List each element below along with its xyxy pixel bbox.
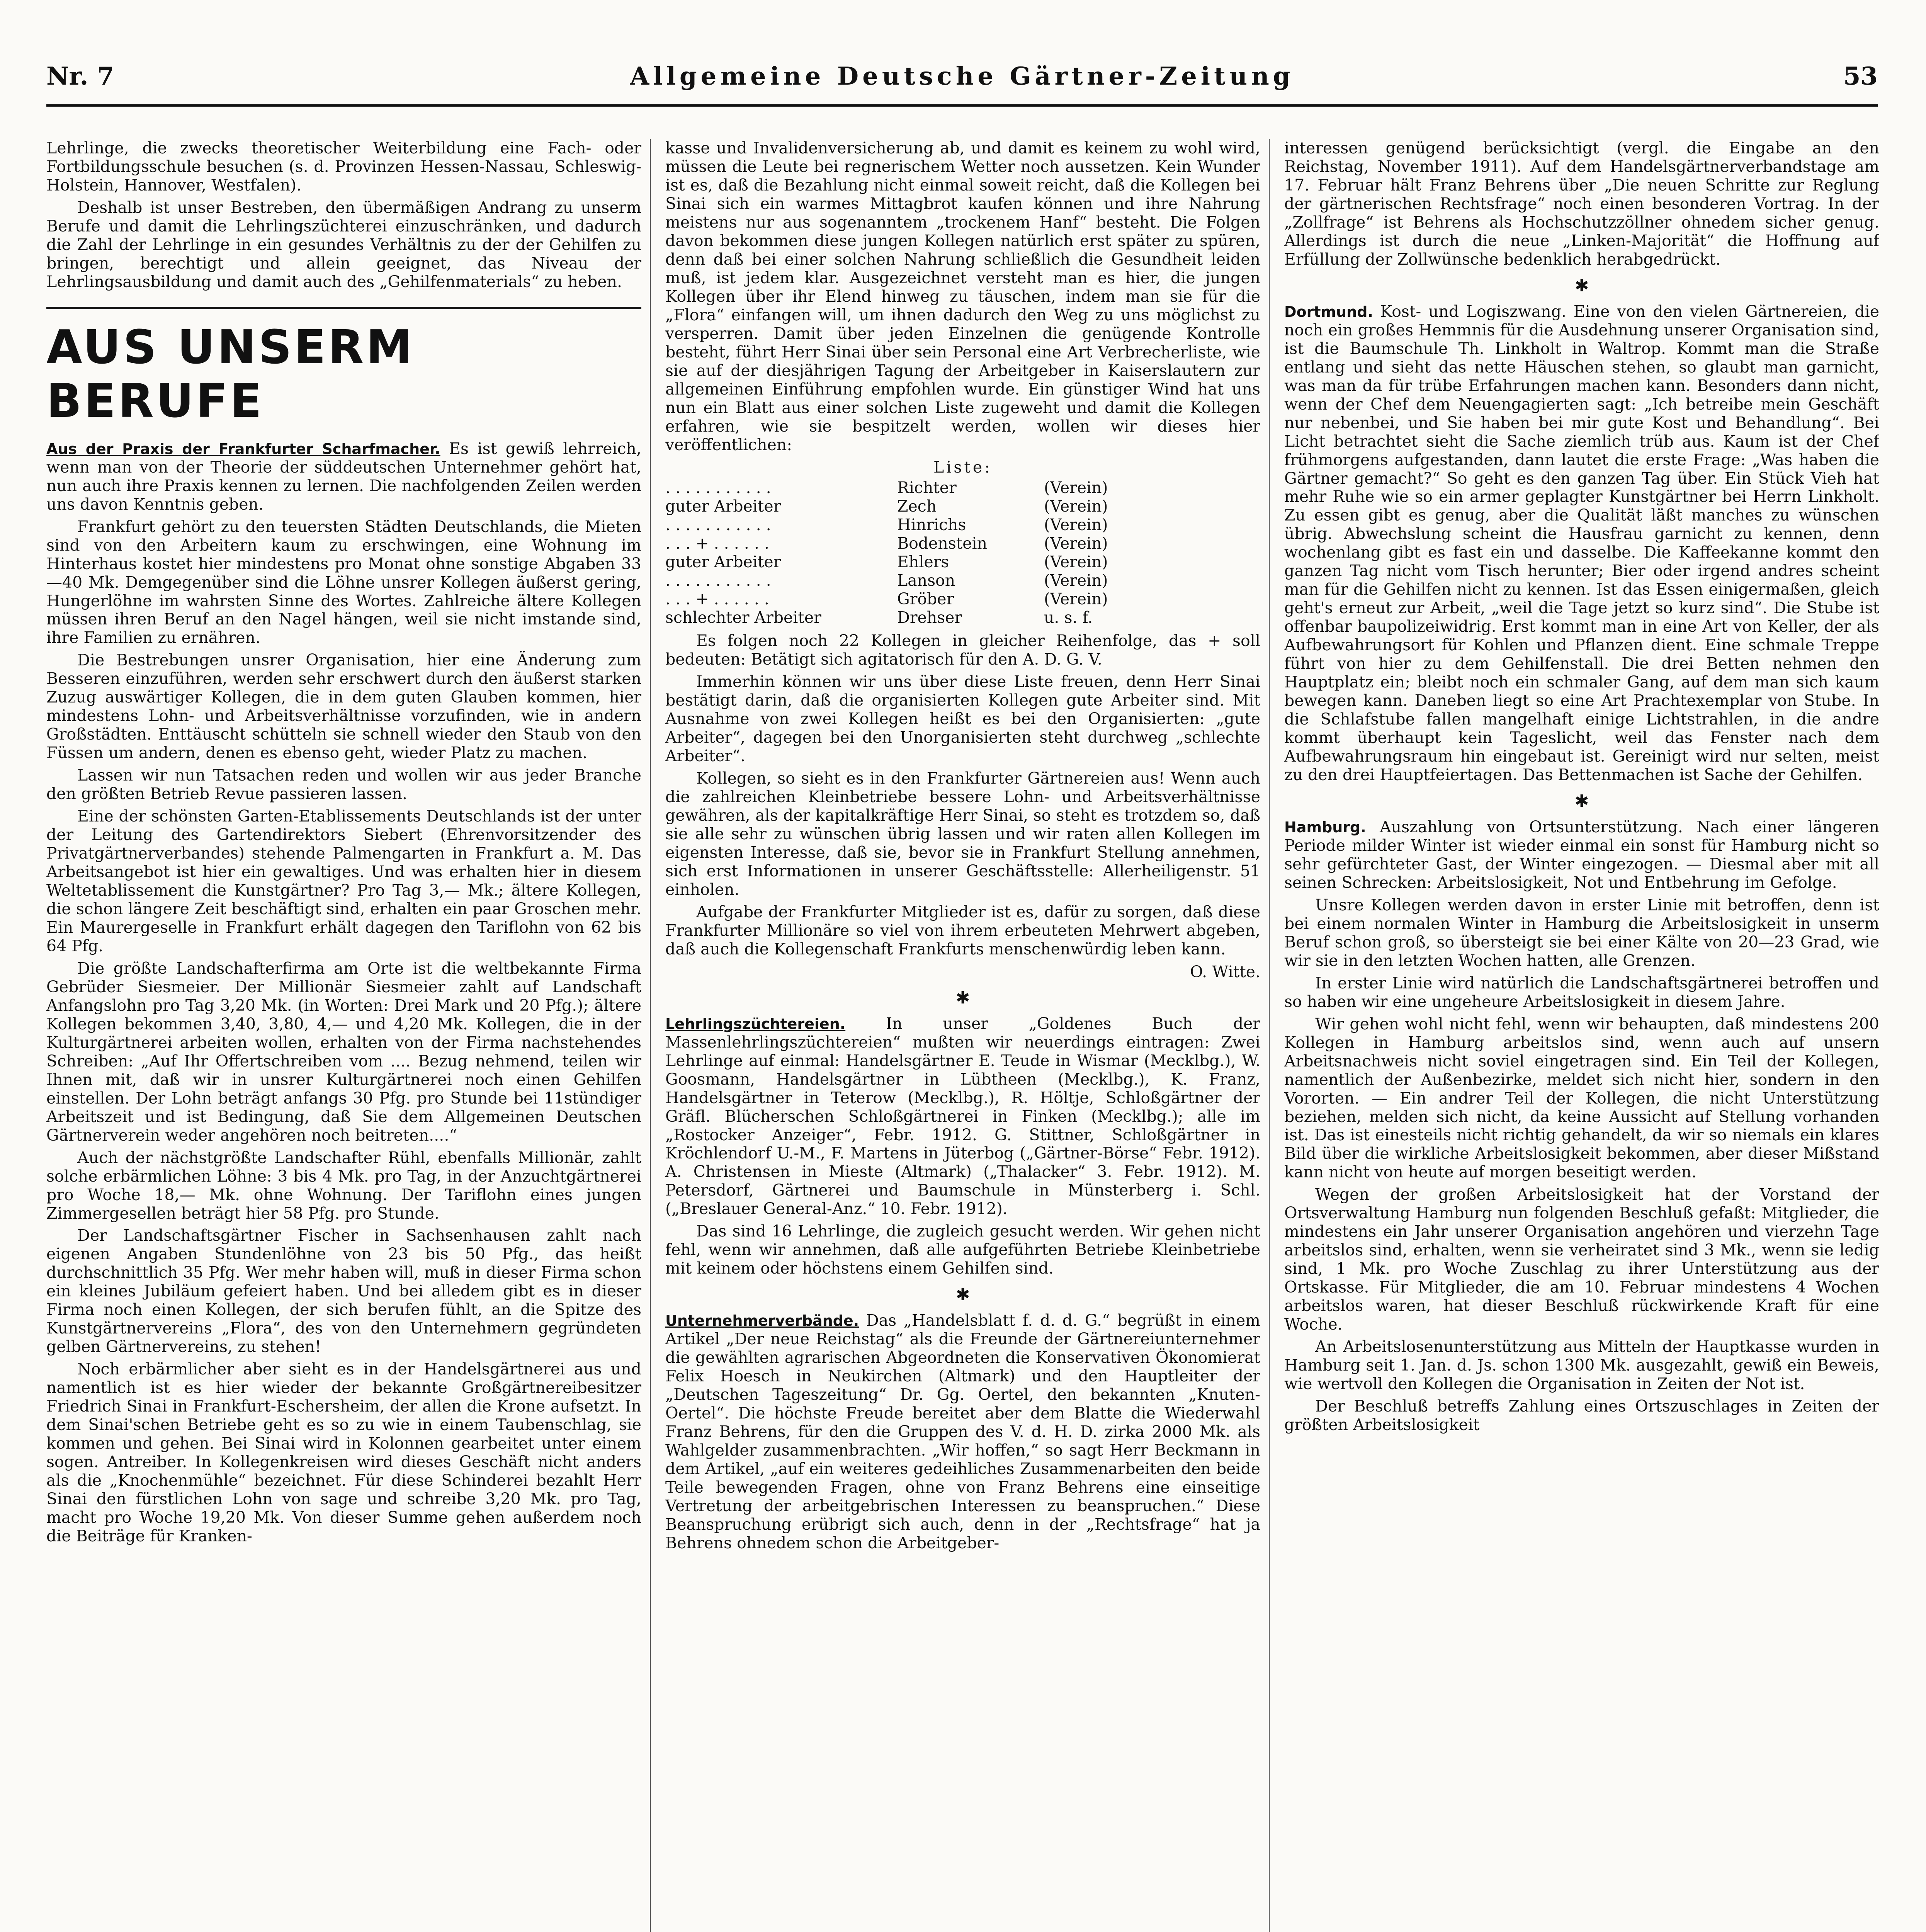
list-item [665, 609, 1260, 627]
list-name: Hinrichs [897, 515, 966, 534]
column-divider [650, 139, 651, 1932]
page-number: 53 [1843, 62, 1878, 91]
paragraph [46, 440, 641, 514]
paragraph: Der Landschaftsgärtner Fischer in Sachsenhausen zahlt nach eigenen Angaben Stundenlöhne von 23 bis 50 Pfg., das heißt durchschnittlich 35 Pfg. Wer mehr haben will, muß in dieser Firma schon ein kleines Jubiläum gefeiert haben. Und bei alledem gibt es in dieser Firma noch einen Kollegen, der sich berufen fühlt, an die Spitze des Kunstgärtnervereins „Flora“, des von den Unternehmern gegründeten gelben Gärtnervereins, zu stehen! [46, 1226, 641, 1356]
list-item [665, 553, 1260, 571]
paragraph: Lassen wir nun Tatsachen reden und wollen wir aus jeder Branche den größten Betrieb Revue passieren lassen. [46, 766, 641, 803]
list-name: Gröber [897, 590, 954, 609]
list-name: Lanson [897, 571, 955, 590]
list-rating: . . . + . . . . . . [665, 534, 769, 553]
separator-star-icon: ✱ [955, 1285, 970, 1305]
list-name: Bodenstein [897, 534, 988, 553]
separator-star-icon: ✱ [1574, 276, 1589, 296]
separator-star-icon: ✱ [955, 988, 970, 1008]
list-status: (Verein) [1044, 515, 1108, 534]
subheading: Aus der Praxis der Frankfurter Scharfmacher. [46, 440, 440, 457]
paragraph: An Arbeitslosenunterstützung aus Mitteln der Hauptkasse wurden in Hamburg seit 1. Jan. d. Js. schon 1300 Mk. ausgezahlt, gewiß ein Beweis, wie wertvoll den Kollegen die Organisation in Zeiten der Not ist. [1284, 1337, 1879, 1393]
column-2 [665, 139, 1260, 1932]
list-status: (Verein) [1044, 534, 1108, 553]
subheading: Lehrlingszüchtereien. [665, 1015, 846, 1032]
paragraph: Aufgabe der Frankfurter Mitglieder ist es, dafür zu sorgen, daß diese Frankfurter Millionäre so viel von ihrem erbeuteten Mehrwert abgeben, daß auch die Kollegenschaft Frankfurts menschenwürdig leben kann. [665, 902, 1260, 958]
list-name: Richter [897, 478, 957, 497]
column-1 [46, 139, 641, 1932]
list-rating: schlechter Arbeiter [665, 608, 821, 627]
subheading: Dortmund. [1284, 303, 1373, 320]
paragraph-text: In unser „Goldenes Buch der Massenlehrlingszüchtereien“ mußten wir neuerdings eintragen: Zwei Lehrlinge auf einmal: Handelsgärtner E. Teude in Wismar (Mecklbg.), W. Goosmann, Handelsgärtner in Lübtheen (Mecklbg.), K. Franz, Handelsgärtner in Teterow (Mecklbg.), R. Höltje, Schloßgärtner der Gräfl. Blücherschen Schloßgärtnerei in Finken (Mecklbg.); alle im „Rostocker Anzeiger“, Febr. 1912. G. Stittner, Schloßgärtner in Kröchlendorf U.-M., F. Martens in Jüterbog („Gärtner-Börse“ Febr. 1912). A. Christensen in Mieste (Altmark) („Thalacker“ 3. Febr. 1912). M. Petersdorf, Gärtnerei und Baumschule in Münsterberg i. Schl. („Breslauer General-Anz.“ 10. Febr. 1912). [665, 1014, 1260, 1218]
subheading: Hamburg. [1284, 818, 1366, 836]
list-status: (Verein) [1044, 553, 1108, 571]
list-rating: guter Arbeiter [665, 497, 781, 516]
list-status: (Verein) [1044, 478, 1108, 497]
section-heading: AUS UNSERM BERUFE [46, 307, 641, 428]
paragraph-text: Es ist gewiß lehrreich, wenn man von der Theorie der süddeutschen Unternehmer gehört hat, nun auch ihre Praxis kennen zu lernen. Die nachfolgenden Zeilen werden uns davon Kenntnis geben. [46, 439, 641, 514]
signature: O. Witte. [1190, 962, 1260, 981]
list-item [665, 479, 1260, 497]
paragraph: In erster Linie wird natürlich die Landschaftsgärtnerei betroffen und so haben wir eine ungeheure Arbeitslosigkeit in diesem Jahre. [1284, 973, 1879, 1011]
paragraph: Die größte Landschafterfirma am Orte ist die weltbekannte Firma Gebrüder Siesmeier. Der Millionär Siesmeier zahlt auf Landschaft Anfangslohn pro Tag 3,20 Mk. (in Worten: Drei Mark und 20 Pfg.); ältere Kollegen bekommen 3,40, 3,80, 4,— und 4,20 Mk. Kollegen, die in der Kulturgärtnerei arbeiten wollen, erhalten von der Firma nachstehendes Schreiben: „Auf Ihr Offertschreiben vom .... Bezug nehmend, teilen wir Ihnen mit, daß wir in unsrer Kulturgärtnerei noch einen Gehilfen einstellen. Der Lohn beträgt anfangs 30 Pfg. pro Stunde bei 11stündiger Arbeitszeit und ist Bedingung, daß Sie dem Allgemeinen Deutschen Gärtnerverein weder angehören noch beitreten....“ [46, 959, 641, 1145]
paragraph [1284, 303, 1879, 784]
issue-number: Nr. 7 [46, 62, 114, 91]
paragraph [665, 1311, 1260, 1553]
paragraph [1284, 818, 1879, 892]
paragraph: Noch erbärmlicher aber sieht es in der Handelsgärtnerei aus und namentlich ist es hier wieder der bekannte Großgärtnereibesitzer Friedrich Sinai in Frankfurt-Eschersheim, der allen die Krone aufsetzt. In dem Sinai'schen Betriebe geht es so zu wie in einem Taubenschlag, sie kommen und gehen. Bei Sinai wird in Kolonnen gearbeitet unter einem sogen. Antreiber. In Kollegenkreisen wird dieses Geschäft nicht anders als die „Knochenmühle“ bezeichnet. Für diese Schinderei bezahlt Herr Sinai den fürstlichen Lohn von sage und schreibe 3,20 Mk. pro Tag, macht pro Woche 19,20 Mk. Von dieser Summe gehen außerdem noch die Beiträge für Kranken- [46, 1360, 641, 1545]
list-rating: guter Arbeiter [665, 553, 781, 571]
list-rating: . . . + . . . . . . [665, 590, 769, 609]
paragraph-text: Auszahlung von Ortsunterstützung. Nach einer längeren Periode milder Winter ist wieder einmal ein sonst für Hamburg nicht so sehr gefürchteter Gast, der Winter eingezogen. — Diesmal aber mit all seinen Schrecken: Arbeitslosigkeit, Not und Entbehrung im Gefolge. [1284, 817, 1879, 892]
paragraph: Frankfurt gehört zu den teuersten Städten Deutschlands, die Mieten sind von den Arbeitern kaum zu erschwingen, eine Wohnung im Hinterhaus kostet hier mindestens pro Monat ohne sonstige Abgaben 33—40 Mk. Demgegenüber sind die Löhne unsrer Kollegen äußerst gering, Hungerlöhne im wahrsten Sinne des Wortes. Zahlreiche ältere Kollegen müssen ihren Beruf an den Nagel hängen, weil sie nicht imstande sind, ihre Familien zu ernähren. [46, 517, 641, 647]
list-name: Drehser [897, 608, 962, 627]
paragraph: Kollegen, so sieht es in den Frankfurter Gärtnereien aus! Wenn auch die zahlreichen Kleinbetriebe bessere Lohn- und Arbeitsverhältnisse gewähren, als der kapitalkräftige Herr Sinai, so steht es trotzdem so, daß sie alle sehr zu wünschen übrig lassen und wir raten allen Kollegen im eigensten Interesse, daß sie, bevor sie in Frankfurt Stellung annehmen, sich erst Informationen in unserer Geschäftsstelle: Allerheiligenstr. 51 einholen. [665, 769, 1260, 899]
subheading: Unternehmerverbände. [665, 1312, 859, 1330]
paragraph: Wegen der großen Arbeitslosigkeit hat der Vorstand der Ortsverwaltung Hamburg nun folgenden Beschluß gefaßt: Mitglieder, die mindestens ein Jahr unserer Organisation angehören und vierzehn Tage arbeitslos sind, erhalten, wenn sie verheiratet sind 3 Mk., wenn sie ledig sind, 1 Mk. pro Woche Zuschlag zu ihrer Unterstützung aus der Ortskasse. Für Mitglieder, die am 10. Februar mindestens 4 Wochen arbeitslos waren, hat dieser Beschluß rückwirkende Kraft für eine Woche. [1284, 1185, 1879, 1334]
list-status: (Verein) [1044, 590, 1108, 609]
page-header [46, 58, 1878, 107]
paragraph: kasse und Invalidenversicherung ab, und damit es keinem zu wohl wird, müssen die Leute bei regnerischem Wetter noch aussetzen. Kein Wunder ist es, daß die Bezahlung nicht einmal soweit reicht, daß die Kollegen bei Sinai sich ein warmes Mittagbrot kaufen können und ihre Nahrung meistens nur aus sogenanntem „trockenem Hanf“ besteht. Die Folgen davon bekommen diese jungen Kollegen natürlich erst später zu spüren, denn daß bei einer solchen Nahrung schließlich die Gesundheit leiden muß, ist jedem klar. Ausgezeichnet versteht man es hier, die jungen Kollegen über ihr Elend hinweg zu täuschen, indem man sie für die „Flora“ einfangen will, um ihnen dadurch den Weg zu uns möglichst zu versperren. Damit über jeden Einzelnen die genügende Kontrolle besteht, führt Herr Sinai über sein Personal eine Art Verbrecherliste, wie sie auf der diesjährigen Tagung der Arbeitgeber in Kaiserslautern zur allgemeinen Einführung empfohlen wurde. Ein günstiger Wind hat uns nun ein Blatt aus einer solchen Liste zugeweht und damit die Kollegen erfahren, wie sie bespitzelt werden, wollen wir dieses hier veröffentlichen: [665, 139, 1260, 454]
list-rating: . . . . . . . . . . . [665, 571, 771, 590]
paragraph: Unsre Kollegen werden davon in erster Linie mit betroffen, denn ist bei einem normalen Winter in Hamburg die Arbeitslosigkeit in unserm Beruf schon groß, so übersteigt sie bei einer Kälte von 20—23 Grad, wie wir sie in den letzten Wochen hatten, alle Grenzen. [1284, 895, 1879, 970]
list-rating: . . . . . . . . . . . [665, 515, 771, 534]
list-item [665, 497, 1260, 516]
paragraph-text: Das „Handelsblatt f. d. d. G.“ begrüßt in einem Artikel „Der neue Reichstag“ als die Freunde der Gärtnereiunternehmer die gewählten agrarischen Abgeordneten die Konservativen Ökonomierat Felix Hoesch in Neukirchen (Altmark) und den Hauptleiter der „Deutschen Tageszeitung“ Dr. Gg. Oertel, den bekannten „Knuten-Oertel“. Die höchste Freude bereitet aber dem Blatte die Wiederwahl Franz Behrens, für den die Gruppen des V. d. H. D. zirka 2000 Mk. als Wahlgelder zusammenbrachten. „Wir hoffen,“ so sagt Herr Beckmann in dem Artikel, „auf ein weiteres gedeihliches Zusammenarbeiten den beide Teile bewegenden Fragen, ohne von Franz Behrens eine einseitige Vertretung der arbeitgebrischen Interessen zu beanspruchen.“ Diese Beanspruchung erübrigt sich auch, denn in der „Rechtsfrage“ hat ja Behrens ohnedem schon die Arbeitgeber- [665, 1311, 1260, 1552]
paragraph: Die Bestrebungen unsrer Organisation, hier eine Änderung zum Besseren einzuführen, werden sehr erschwert durch den äußerst starken Zuzug auswärtiger Kollegen, die in dem guten Glauben kommen, hier mindestens Lohn- und Arbeitsverhältnisse vorzufinden, wie in andern Großstädten. Enttäuscht schütteln sie schnell wieder den Staub von den Füssen um andern, denen es ebenso geht, wieder Platz zu machen. [46, 651, 641, 762]
list-name: Zech [897, 497, 937, 516]
list-status: (Verein) [1044, 497, 1108, 516]
paragraph: Immerhin können wir uns über diese Liste freuen, denn Herr Sinai bestätigt darin, daß die organisierten Kollegen gute Arbeiter sind. Mit Ausnahme von zwei Kollegen heißt es bei den Organisierten: „gute Arbeiter“, dagegen bei den Unorganisierten steht durchweg „schlechte Arbeiter“. [665, 672, 1260, 765]
column-3 [1284, 139, 1879, 1932]
separator-star-icon: ✱ [1574, 791, 1589, 811]
list-item [665, 590, 1260, 609]
paragraph: Das sind 16 Lehrlinge, die zugleich gesucht werden. Wir gehen nicht fehl, wenn wir annehmen, daß alle aufgeführten Betriebe Kleinbetriebe mit keinem oder höchstens einem Gehilfen sind. [665, 1222, 1260, 1278]
list-title: Liste: [933, 458, 992, 477]
paragraph: Der Beschluß betreffs Zahlung eines Ortszuschlages in Zeiten der größten Arbeitslosigkeit [1284, 1397, 1879, 1434]
list-item [665, 571, 1260, 590]
paragraph-text: Kost- und Logiszwang. Eine von den vielen Gärtnereien, die noch ein großes Hemmnis für die Ausdehnung unserer Organisation sind, ist die Baumschule Th. Linkholt in Waltrop. Kommt man die Straße entlang und sieht das nette Häuschen stehen, so glaubt man garnicht, was man da für trübe Erfahrungen machen kann. Besonders dann nicht, wenn der Chef dem Neuengagierten sagt: „Ich betreibe mein Geschäft nur nebenbei, und Sie haben bei mir gute Kost und Behandlung“. Bei Licht betrachtet sieht die Sache ziemlich trüb aus. Kaum ist der Chef frühmorgens aufgestanden, dann lautet die erste Frage: „Was haben die Gärtner gemacht?“ So geht es den ganzen Tag über. Ein Stück Vieh hat mehr Ruhe wie so ein armer geplagter Kunstgärtner bei Herrn Linkholt. Zu essen gibt es genug, aber die Qualität läßt manches zu wünschen übrig. Abwechslung scheint die Hausfrau garnicht zu kennen, denn wochenlang gibt es fast ein und dasselbe. Die Kaffeekanne kommt den ganzen Tag nicht vom Tisch herunter; Bier oder irgend andres scheint man für die Gehilfen nicht zu kennen. Ist das Essen einigermaßen, gleich geht's erneut zur Arbeit, „weil die Tage jetzt so kurz sind“. Die Stube ist offenbar baupolizeiwidrig. Erst kommt man in eine Art von Keller, der als Aufbewahrungsort für Kohlen und Pflanzen dient. Eine schmale Treppe führt von hier zu dem Gehilfenstall. Die drei Betten nehmen den Hauptplatz ein; bleibt noch ein schmaler Gang, auf dem man sich kaum bewegen kann. Daneben liegt so eine Art Prachtexemplar von Stube. In die Schlafstube fallen mangelhaft einige Lichtstrahlen, in die andre kommt überhaupt kein Tageslicht, weil das Fenster nach dem Aufbewahrungsraum hin eingebaut ist. Gereinigt wird nur selten, meist zu den drei Hauptfeiertagen. Das Bettenmachen ist Sache der Gehilfen. [1284, 302, 1879, 784]
list-item [665, 516, 1260, 534]
list-status: u. s. f. [1044, 608, 1093, 627]
list-name: Ehlers [897, 553, 949, 571]
newspaper-title: Allgemeine Deutsche Gärtner-Zeitung [630, 62, 1294, 91]
paragraph: Wir gehen wohl nicht fehl, wenn wir behaupten, daß mindestens 200 Kollegen in Hamburg arbeitslos sind, wenn auch auf unsern Arbeitsnachweis nicht soviel eingetragen sind. Ein Teil der Kollegen, namentlich der Außenbezirke, meldet sich nicht hier, sondern in den Vororten. — Ein andrer Teil der Kollegen, die nicht Unterstützung beziehen, melden sich nicht, da keine Aussicht auf Stellung vorhanden ist. Das ist einesteils nicht richtig gehandelt, da wir so niemals ein klares Bild über die wirkliche Arbeitslosigkeit bekommen, aber dieser Mißstand kann nicht von heute auf morgen beseitigt werden. [1284, 1014, 1879, 1182]
paragraph: Lehrlinge, die zwecks theoretischer Weiterbildung eine Fach- oder Fortbildungsschule besuchen (s. d. Provinzen Hessen-Nassau, Schleswig-Holstein, Hannover, Westfalen). [46, 139, 641, 194]
paragraph: Deshalb ist unser Bestreben, den übermäßigen Andrang zu unserm Berufe und damit die Lehrlingszüchterei einzuschränken, und dadurch die Zahl der Lehrlinge in ein gesundes Verhältnis zu der der Gehilfen zu bringen, berechtigt und allein geeignet, das Niveau der Lehrlingsausbildung und damit auch des „Gehilfenmaterials“ zu heben. [46, 198, 641, 291]
paragraph: interessen genügend berücksichtigt (vergl. die Eingabe an den Reichstag, November 1911). Auf dem Handelsgärtnerverbandstage am 17. Februar hält Franz Behrens über „Die neuen Schritte zur Reglung der gärtnerischen Rechtsfrage“ noch einen besonderen Vortrag. In der „Zollfrage“ ist Behrens als Hochschutzzöllner ohnedem sicher genug. Allerdings ist durch die neue „Linken-Majorität“ die Hoffnung auf Erfüllung der Zollwünsche bedenklich herabgedrückt. [1284, 139, 1879, 269]
list-rating: . . . . . . . . . . . [665, 478, 771, 497]
paragraph [665, 1015, 1260, 1219]
paragraph: Es folgen noch 22 Kollegen in gleicher Reihenfolge, das + soll bedeuten: Betätigt sich agitatorisch für den A. D. G. V. [665, 631, 1260, 669]
list-status: (Verein) [1044, 571, 1108, 590]
worker-list [665, 479, 1260, 627]
column-divider [1269, 139, 1270, 1932]
paragraph: Eine der schönsten Garten-Etablissements Deutschlands ist der unter der Leitung des Gartendirektors Siebert (Ehrenvorsitzender des Privatgärtnerverbandes) stehende Palmengarten in Frankfurt a. M. Das Arbeitsangebot ist hier ein gewaltiges. Und was erhalten hier in diesem Weltetablissement die Kunstgärtner? Pro Tag 3,— Mk.; ältere Kollegen, die schon längere Zeit beschäftigt sind, erhalten ein paar Groschen mehr. Ein Maurergeselle in Frankfurt erhält dagegen den Tariflohn von 62 bis 64 Pfg. [46, 807, 641, 955]
list-item [665, 534, 1260, 553]
paragraph: Auch der nächstgrößte Landschafter Rühl, ebenfalls Millionär, zahlt solche erbärmlichen Löhne: 3 bis 4 Mk. pro Tag, in der Anzuchtgärtnerei pro Woche 18,— Mk. ohne Wohnung. Der Tariflohn eines jungen Zimmergesellen beträgt hier 58 Pfg. pro Stunde. [46, 1148, 641, 1223]
